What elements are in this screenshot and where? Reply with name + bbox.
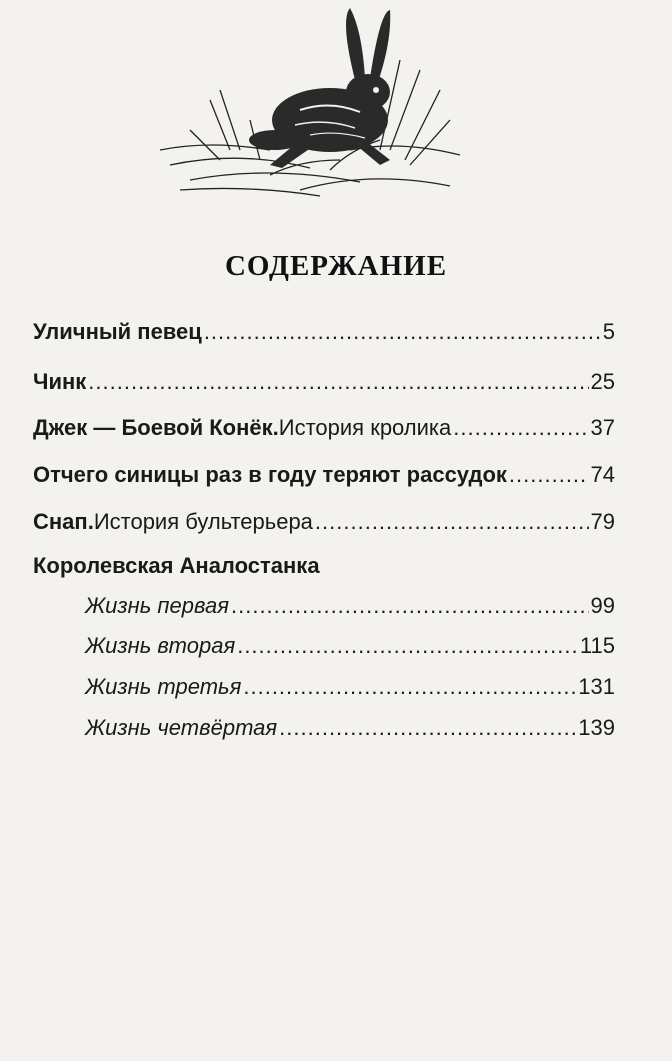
toc-entry-title: Отчего синицы раз в году теряют рассудок: [33, 462, 507, 487]
dot-leader: [279, 714, 576, 742]
toc-entry: [33, 508, 615, 536]
toc-entry-page: 79: [590, 509, 615, 534]
page-title: СОДЕРЖАНИЕ: [224, 250, 448, 282]
toc-entry: [33, 461, 615, 489]
toc-sub-entry: [85, 714, 615, 742]
toc-sub-entry: [85, 632, 615, 660]
dot-leader: [453, 414, 588, 442]
toc-sub-entry-title: Жизнь первая: [85, 593, 229, 618]
toc-entry-title: Джек — Боевой Конёк.: [33, 415, 279, 440]
dot-leader: [237, 632, 578, 660]
toc-sub-entry: [85, 592, 615, 620]
toc-entry: [33, 414, 615, 442]
toc-sub-entry-page: 99: [590, 593, 615, 618]
toc-section-heading: [33, 552, 615, 580]
toc-entry-title: Снап.: [33, 509, 94, 534]
dot-leader: [315, 508, 589, 536]
toc-entry: [33, 318, 615, 346]
toc-sub-entry-page: 115: [579, 633, 615, 658]
toc-entry-subtitle: История кролика: [278, 415, 452, 440]
toc-entry-title: Уличный певец: [33, 319, 202, 344]
dot-leader: [231, 592, 589, 620]
toc-sub-entry-page: 131: [578, 674, 615, 699]
toc-entry: [33, 368, 615, 396]
toc-sub-entry: [85, 673, 615, 701]
toc-sub-entry-title: Жизнь третья: [85, 674, 242, 699]
toc-entry-title: Чинк: [33, 369, 87, 394]
dot-leader: [509, 461, 589, 489]
toc-sub-entry-page: 139: [578, 715, 615, 740]
toc-entry-page: 5: [602, 319, 615, 344]
toc-entry-subtitle: История бультерьера: [93, 509, 313, 534]
toc-entry-page: 25: [590, 369, 615, 394]
dot-leader: [243, 673, 576, 701]
hare-illustration-icon: [150, 0, 470, 205]
toc-sub-entry-title: Жизнь четвёртая: [85, 715, 278, 740]
toc-entry-page: 37: [590, 415, 615, 440]
toc-sub-entry-title: Жизнь вторая: [85, 633, 236, 658]
dot-leader: [88, 368, 588, 396]
toc-entry-page: 74: [590, 462, 615, 487]
dot-leader: [204, 318, 601, 346]
toc-entry-title: Королевская Аналостанка: [33, 553, 320, 578]
